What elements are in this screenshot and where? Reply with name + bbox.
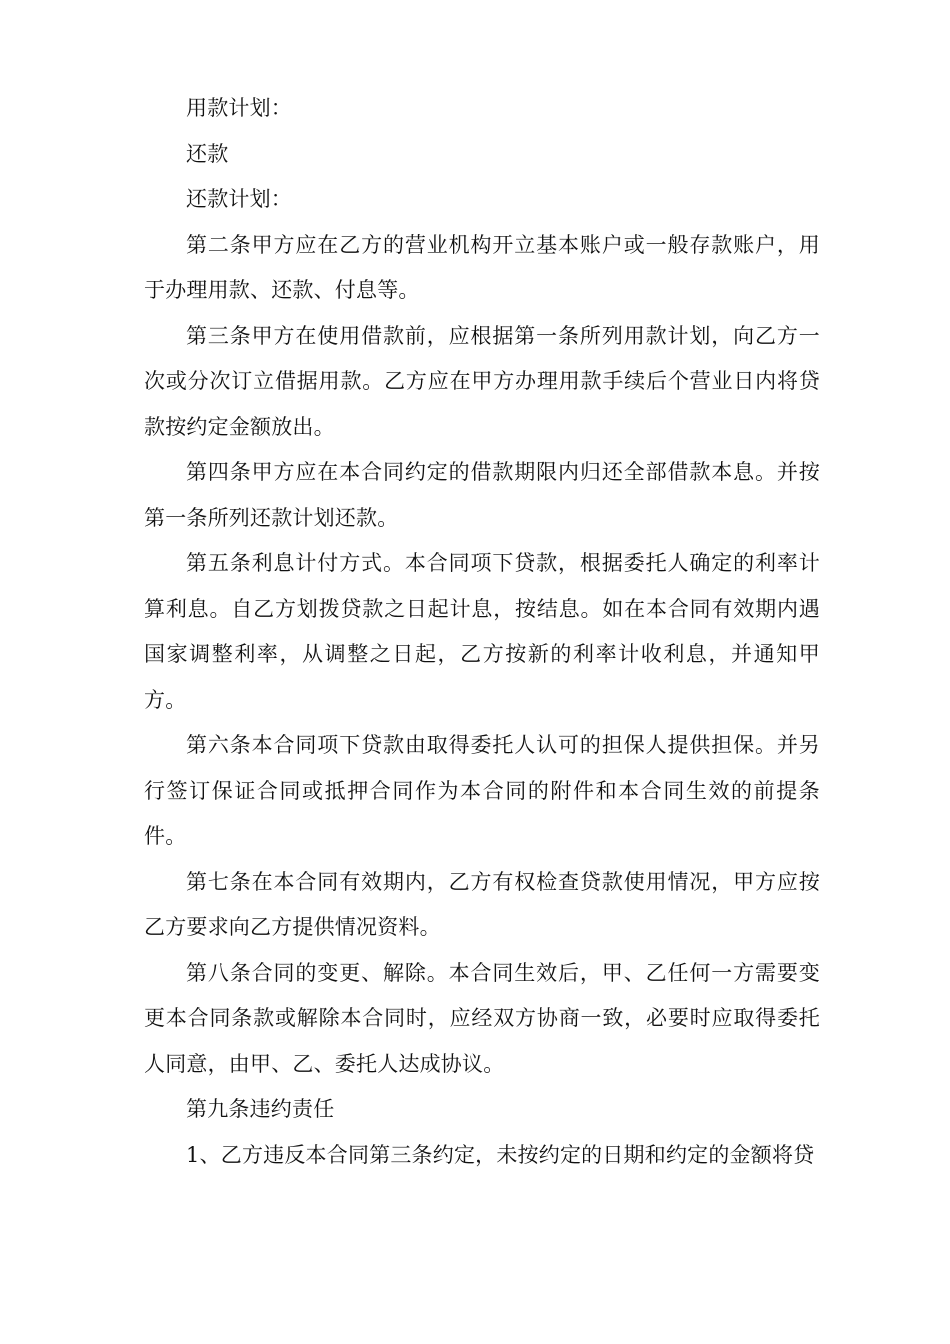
paragraph-article-6: 第六条本合同项下贷款由取得委托人认可的担保人提供担保。并另行签订保证合同或抵押合同作为本合同的附件和本合同生效的前提条件。 bbox=[144, 733, 820, 848]
paragraph-repayment-plan: 还款计划： bbox=[186, 187, 292, 211]
paragraph-article-8: 第八条合同的变更、解除。本合同生效后，甲、乙任何一方需要变更本合同条款或解除本合同时，应经双方协商一致，必要时应取得委托人同意，由甲、乙、委托人达成协议。 bbox=[144, 960, 820, 1076]
paragraph-article-4: 第四条甲方应在本合同约定的借款期限内归还全部借款本息。并按第一条所列还款计划还款。 bbox=[144, 460, 820, 530]
paragraph-article-9-heading: 第九条违约责任 bbox=[186, 1097, 335, 1121]
paragraph-article-3: 第三条甲方在使用借款前，应根据第一条所列用款计划，向乙方一次或分次订立借据用款。乙方应在甲方办理用款手续后个营业日内将贷款按约定金额放出。 bbox=[144, 323, 820, 439]
paragraph-article-9-item-1: 1、乙方违反本合同第三条约定，未按约定的日期和约定的金额将贷 bbox=[186, 1142, 815, 1167]
paragraph-article-5: 第五条利息计付方式。本合同项下贷款，根据委托人确定的利率计算利息。自乙方划拨贷款之日起计息，按结息。如在本合同有效期内遇国家调整利率，从调整之日起，乙方按新的利率计收利息，并通知甲方。 bbox=[144, 551, 820, 712]
paragraph-loan-plan: 用款计划： bbox=[186, 96, 292, 120]
paragraph-article-7: 第七条在本合同有效期内，乙方有权检查贷款使用情况，甲方应按乙方要求向乙方提供情况资料。 bbox=[144, 869, 820, 939]
document-page bbox=[144, 86, 820, 1178]
paragraph-repayment: 还款 bbox=[186, 141, 229, 166]
paragraph-article-2: 第二条甲方应在乙方的营业机构开立基本账户或一般存款账户，用于办理用款、还款、付息等。 bbox=[144, 232, 820, 302]
